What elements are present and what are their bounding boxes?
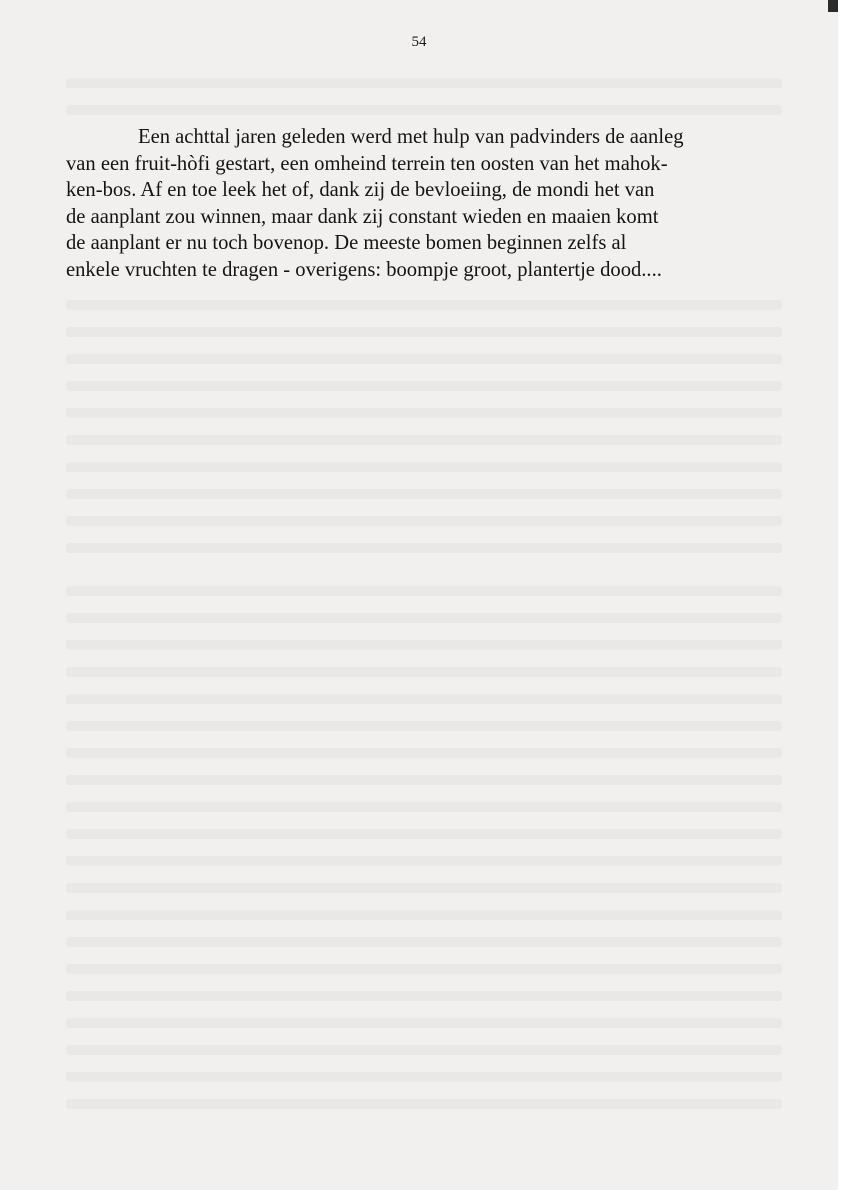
paragraph-line: de aanplant zou winnen, maar dank zij constant wieden en maaien komt <box>66 205 659 228</box>
page-number: 54 <box>411 34 427 50</box>
bleed-through-line <box>66 300 782 310</box>
bleed-through-line <box>66 327 782 337</box>
bleed-through-line <box>66 489 782 499</box>
bleed-through-line <box>66 1045 782 1055</box>
bleed-through-line <box>66 1099 782 1109</box>
paragraph-line: enkele vruchten te dragen - overigens: boompje groot, plantertje dood.... <box>66 258 662 281</box>
bleed-through-line <box>66 586 782 596</box>
scan-margin <box>838 0 850 1190</box>
bleed-through-line <box>66 775 782 785</box>
bleed-through-line <box>66 462 782 472</box>
bleed-through-line <box>66 516 782 526</box>
bleed-through-line <box>66 883 782 893</box>
bleed-through-line <box>66 910 782 920</box>
bleed-through-line <box>66 964 782 974</box>
paragraph-line: ken-bos. Af en toe leek het of, dank zij de bevloeiing, de mondi het van <box>66 179 655 201</box>
bleed-through-line <box>66 667 782 677</box>
bleed-through-line <box>66 543 782 553</box>
bleed-through-line <box>66 748 782 758</box>
bleed-through-line <box>66 937 782 947</box>
paragraph-line: van een fruit-hòfi gestart, een omheind terrein ten oosten van het mahok- <box>66 152 668 175</box>
bleed-through-line <box>66 78 782 88</box>
bleed-through-line <box>66 435 782 445</box>
bleed-through-line <box>66 1018 782 1028</box>
bleed-through-line <box>66 721 782 731</box>
bleed-through-line <box>66 640 782 650</box>
bleed-through-line <box>66 613 782 623</box>
bleed-through-line <box>66 1072 782 1082</box>
bleed-through-line <box>66 829 782 839</box>
bleed-through-line <box>66 991 782 1001</box>
bleed-through-line <box>66 354 782 364</box>
bleed-through-line <box>66 694 782 704</box>
bleed-through-line <box>66 408 782 418</box>
bleed-through-line <box>66 105 782 115</box>
body-paragraph <box>66 124 786 283</box>
bleed-through-line <box>66 381 782 391</box>
bleed-through-line <box>66 856 782 866</box>
paragraph-line: de aanplant er nu toch bovenop. De meeste bomen beginnen zelfs al <box>66 232 627 254</box>
scan-corner-mark <box>828 0 838 12</box>
bleed-through-line <box>66 802 782 812</box>
paragraph-line: Een achttal jaren geleden werd met hulp van padvinders de aanleg <box>138 126 684 148</box>
